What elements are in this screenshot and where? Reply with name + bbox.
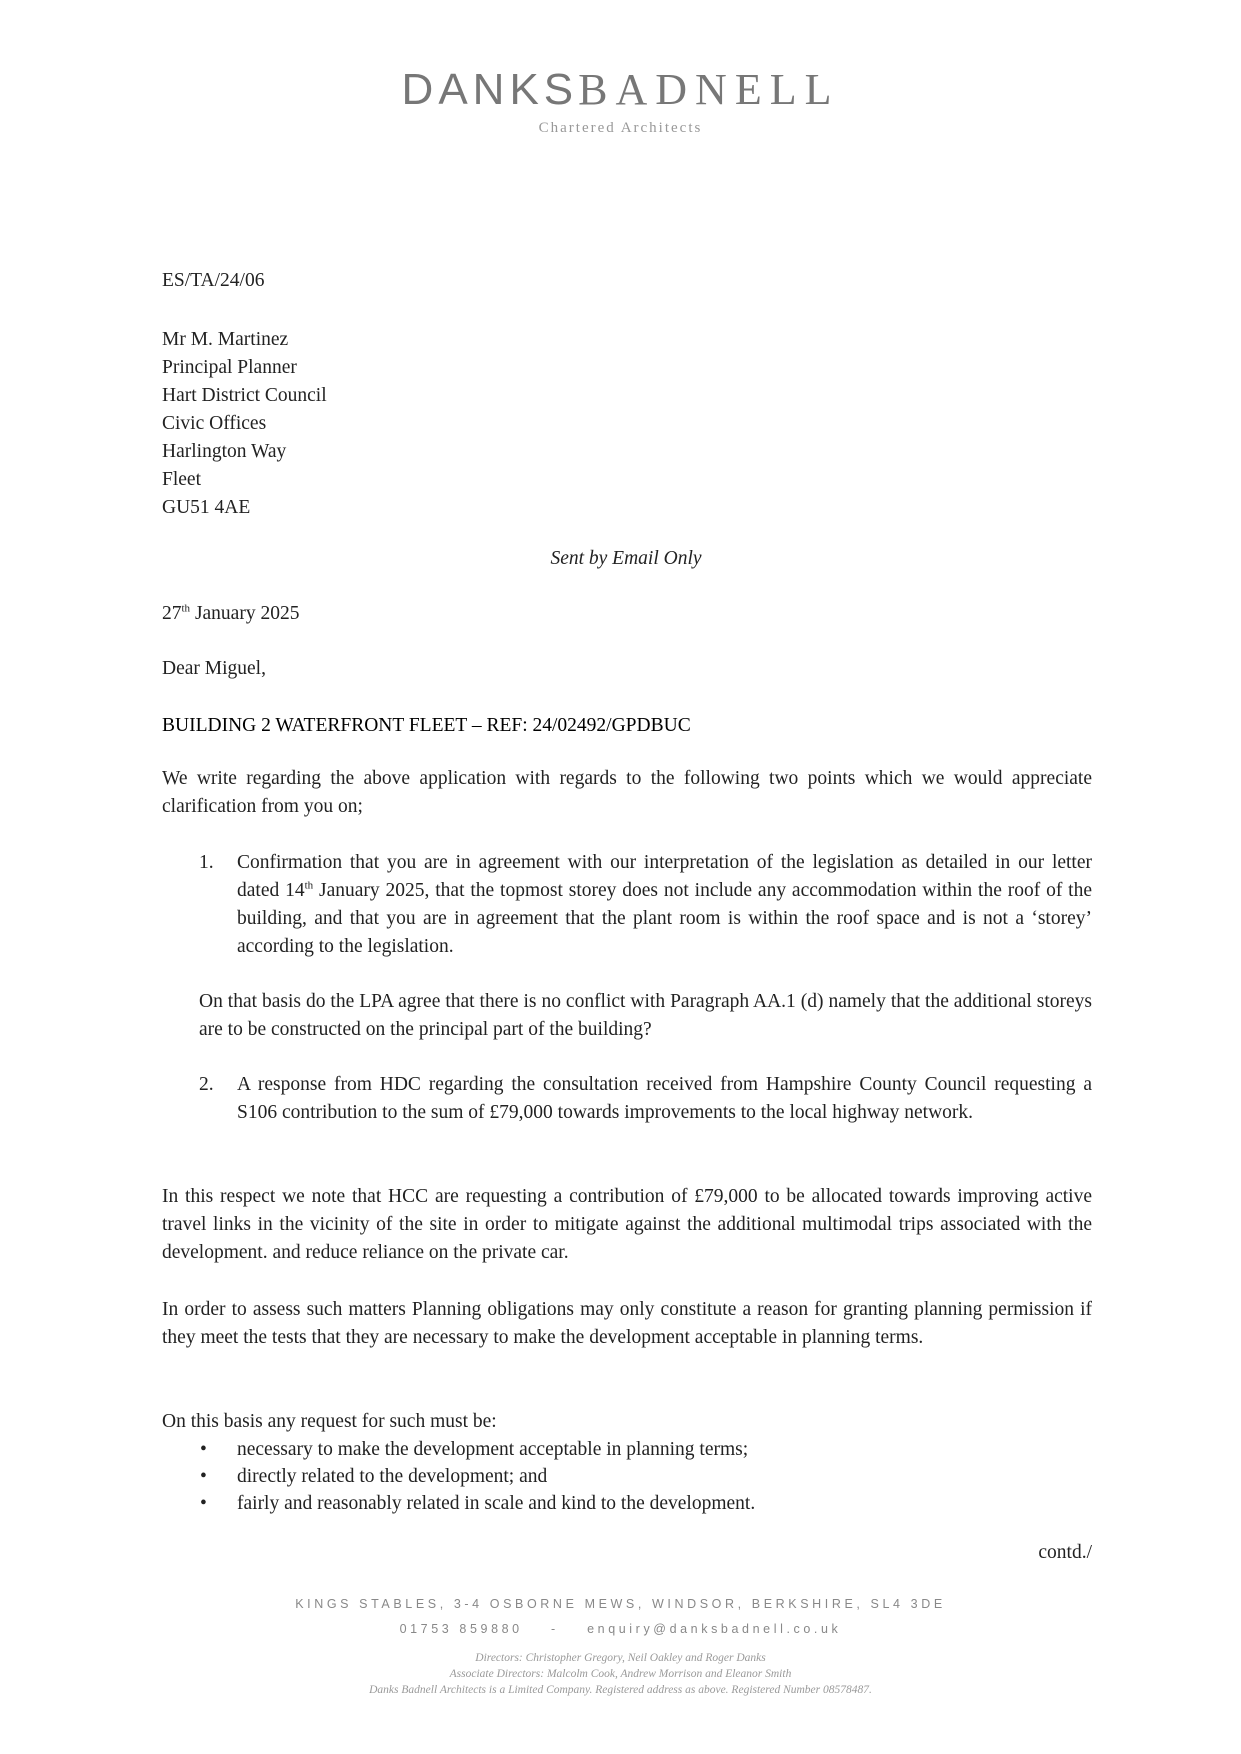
recipient-line: Harlington Way (162, 441, 287, 462)
date-day: 27 (162, 603, 182, 624)
footer-email[interactable]: enquiry@danksbadnell.co.uk (587, 1622, 842, 1636)
bullet-item (162, 1490, 1092, 1517)
tests-intro: On this basis any request for such must be: (162, 1411, 497, 1432)
recipient-line: Principal Planner (162, 357, 297, 378)
bullet-icon: • (200, 1493, 207, 1514)
bullet-text: necessary to make the development acceptable in planning terms; (237, 1439, 749, 1460)
intro-paragraph: We write regarding the above application with regards to the following two points which we would appreciate clarification from you on; (162, 768, 1092, 817)
company-tagline: Chartered Architects (538, 120, 703, 136)
list-number: 1. (199, 852, 214, 873)
delivery-note: Sent by Email Only (550, 548, 702, 569)
tests-list (162, 1436, 1092, 1517)
hcc-paragraph: In this respect we note that HCC are requesting a contribution of £79,000 to be allocated towards improving active travel links in the vicinity of the site in order to mitigate against the additional multimodal trips associated with the development. and reduce reliance on the private car. (162, 1186, 1092, 1263)
recipient-line: GU51 4AE (162, 497, 251, 518)
footer-phone: 01753 859880 (399, 1622, 523, 1636)
recipient-line: Civic Offices (162, 413, 267, 434)
bullet-item (162, 1436, 1092, 1463)
followup-paragraph: On that basis do the LPA agree that there is no conflict with Paragraph AA.1 (d) namely that the additional storeys are to be constructed on the principal part of the building? (199, 991, 1092, 1040)
footer-registration: Danks Badnell Architects is a Limited Company. Registered address as above. Registered Number 08578487. (369, 1684, 872, 1696)
reference: ES/TA/24/06 (162, 270, 265, 291)
company-logo (0, 66, 1241, 114)
subject-heading: BUILDING 2 WATERFRONT FLEET – REF: 24/02492/GPDBUC (162, 715, 691, 736)
list-text-part: Confirmation that you are in agreement with our interpretation of the legislation as detailed in our letter dated 14 (237, 852, 1092, 901)
bullet-item (162, 1463, 1092, 1490)
ordinal-suffix: th (304, 879, 314, 892)
letter-date (162, 600, 1092, 628)
bullet-text: fairly and reasonably related in scale and kind to the development. (237, 1493, 756, 1514)
recipient-line: Hart District Council (162, 385, 327, 406)
bullet-text: directly related to the development; and (237, 1466, 548, 1487)
recipient-line: Fleet (162, 469, 201, 490)
footer-contact (0, 1622, 1241, 1636)
list-number: 2. (199, 1074, 214, 1095)
logo-text-danks: DANKS (401, 65, 579, 114)
list-text: A response from HDC regarding the consultation received from Hampshire County Council requesting a S106 contribution to the sum of £79,000 towards improvements to the local highway network. (237, 1074, 1092, 1123)
recipient-address (162, 326, 1092, 522)
list-text-part: January 2025, that the topmost storey does not include any accommodation within the roof of the building, and that you are in agreement that the plant room is within the roof space and is not a ‘storey’ according to the legislation. (237, 880, 1092, 957)
bullet-icon: • (200, 1466, 207, 1487)
footer-associates: Associate Directors: Malcolm Cook, Andrew Morrison and Eleanor Smith (449, 1668, 792, 1680)
footer-directors: Directors: Christopher Gregory, Neil Oakley and Roger Danks (475, 1652, 766, 1664)
salutation: Dear Miguel, (162, 658, 266, 679)
list-text (237, 849, 1092, 961)
obligations-paragraph: In order to assess such matters Planning obligations may only constitute a reason for granting planning permission if they meet the tests that they are necessary to make the development acceptable in planning terms. (162, 1299, 1092, 1348)
recipient-line: Mr M. Martinez (162, 329, 289, 350)
footer-separator: - (551, 1622, 559, 1636)
date-rest: January 2025 (190, 603, 300, 624)
footer-address: KINGS STABLES, 3-4 OSBORNE MEWS, WINDSOR, BERKSHIRE, SL4 3DE (295, 1597, 946, 1611)
list-item (199, 1071, 1092, 1127)
logo-text-badnell: BADNELL (578, 65, 840, 114)
continued-marker: contd./ (1038, 1542, 1092, 1563)
date-suffix: th (181, 602, 191, 615)
bullet-icon: • (200, 1439, 207, 1460)
list-item (199, 849, 1092, 961)
